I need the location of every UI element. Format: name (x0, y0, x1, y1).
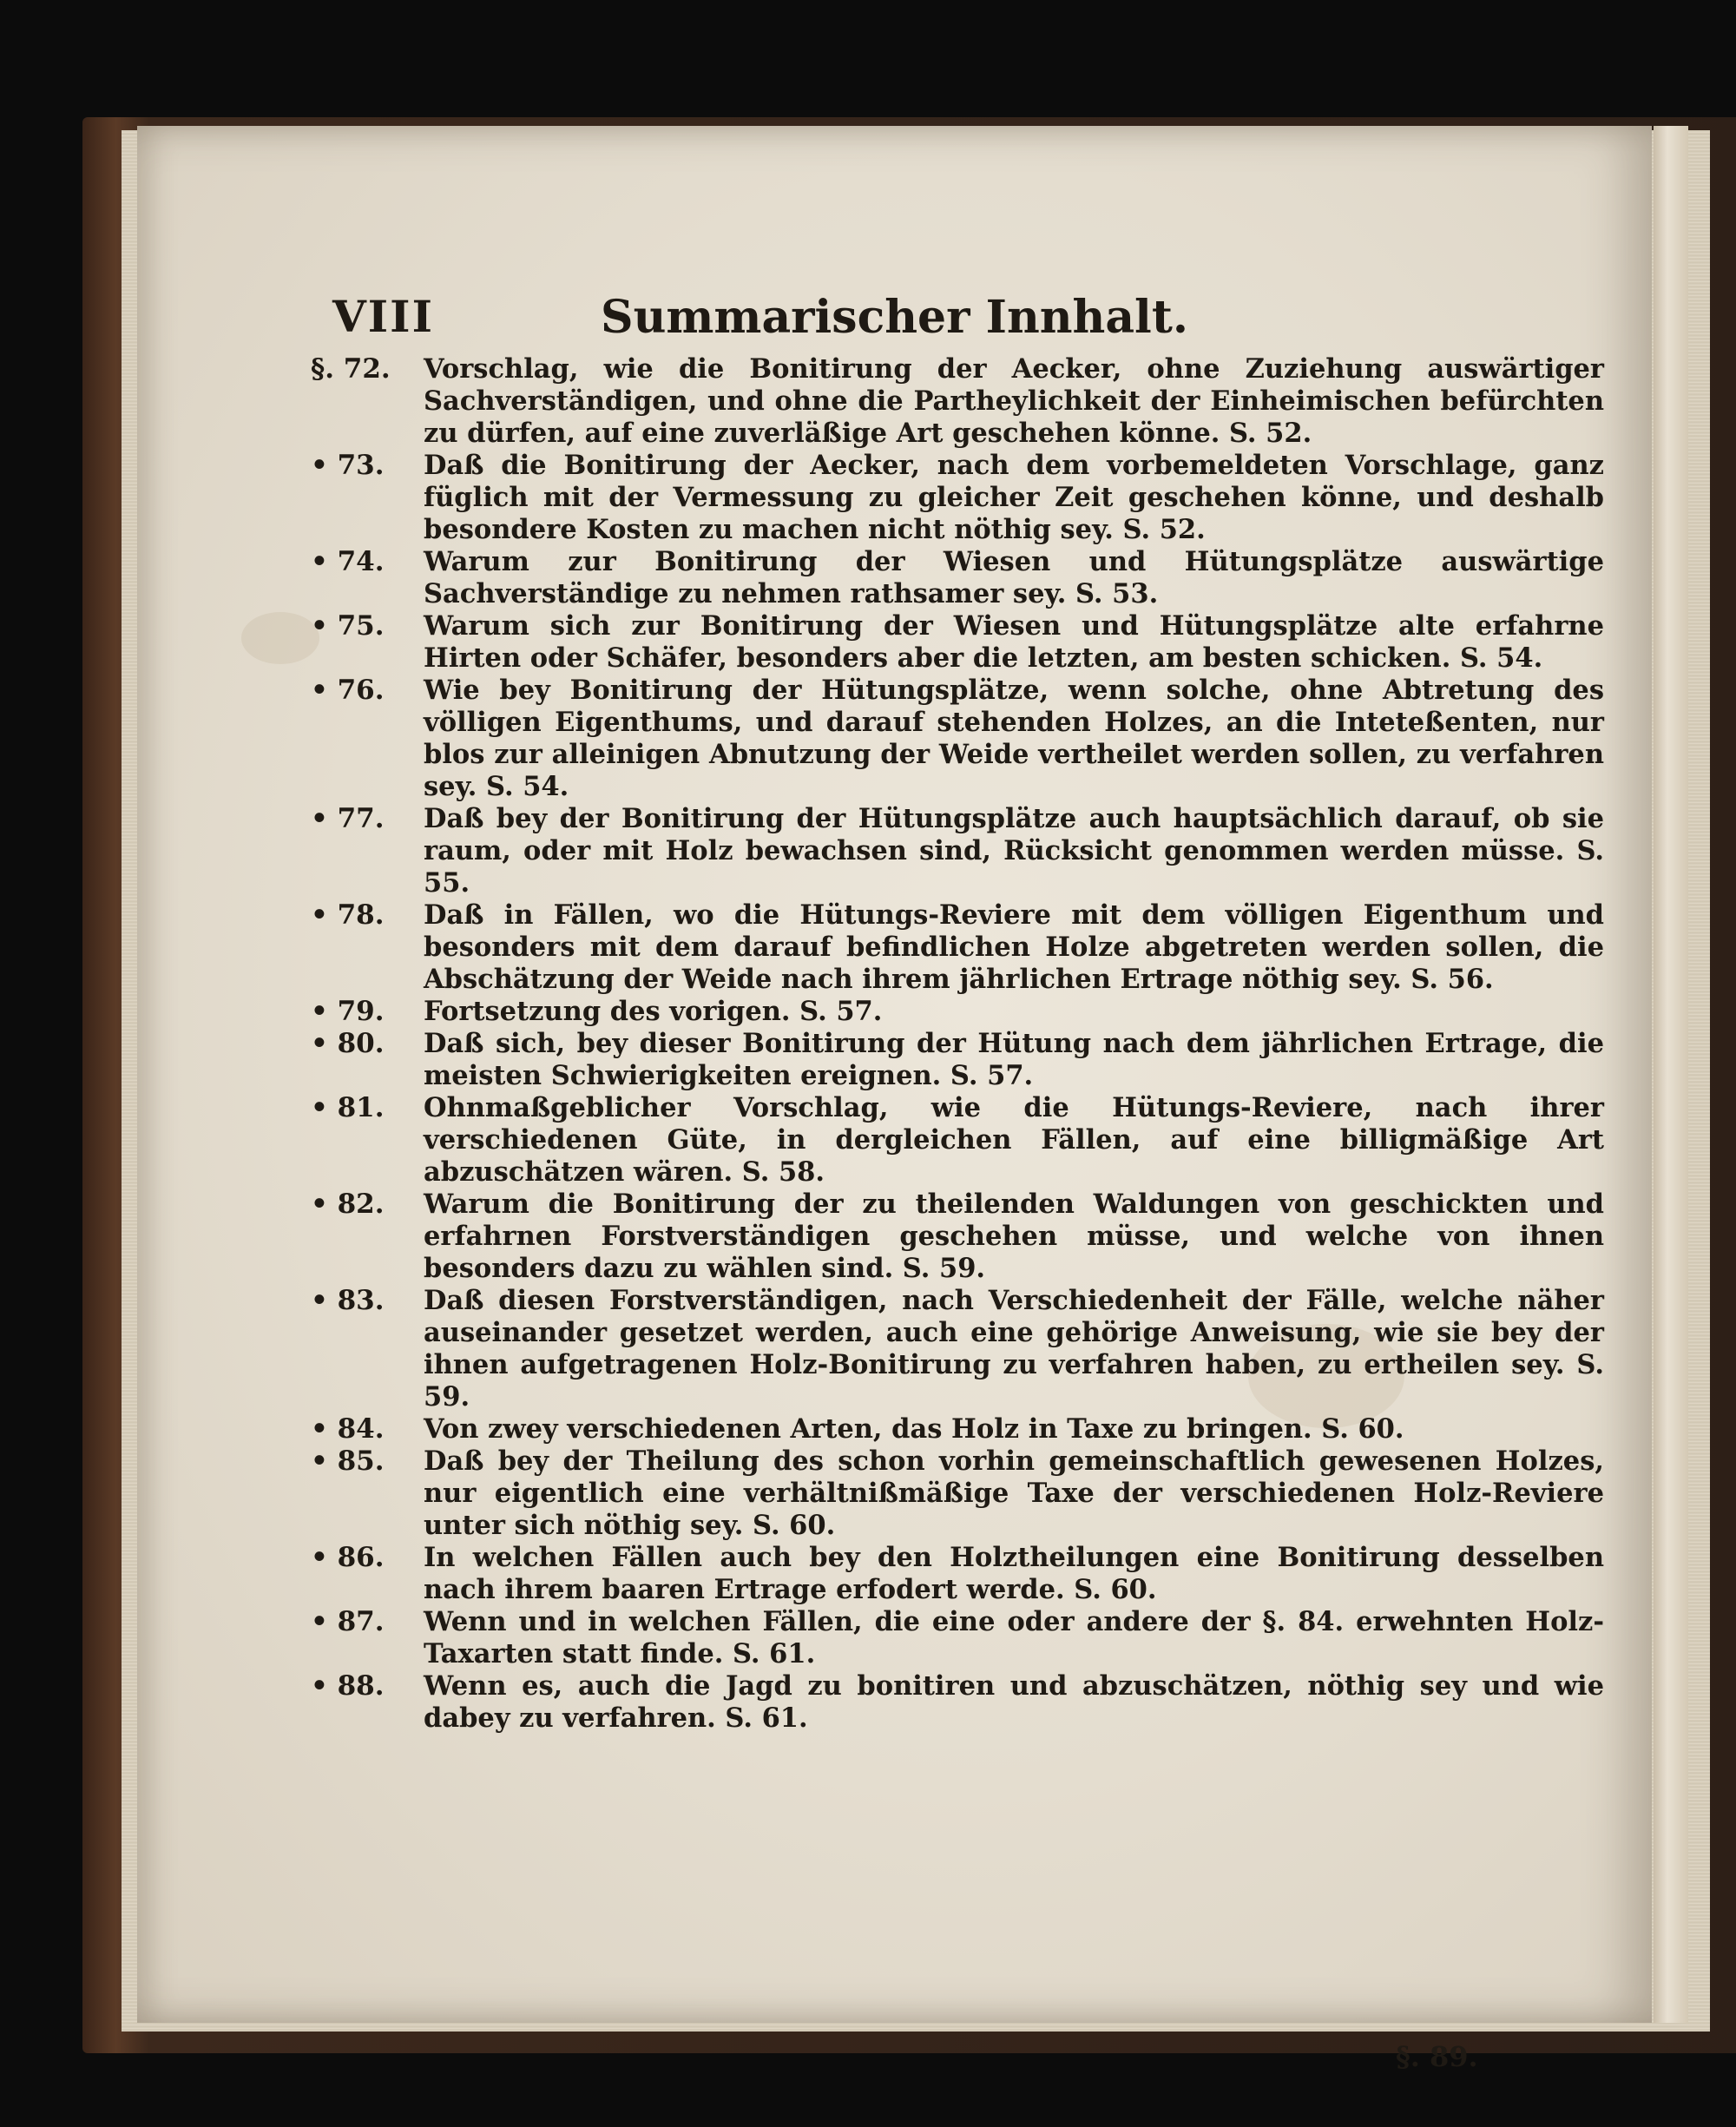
section-number: • 85. (311, 1445, 385, 1477)
contents-entry (311, 1028, 1604, 1092)
book-page (137, 126, 1652, 2073)
contents-entry (311, 1092, 1604, 1189)
entry-text: Fortsetzung des vorigen. S. 57. (424, 996, 883, 1027)
section-number: • 86. (311, 1542, 385, 1573)
contents-entry (311, 1189, 1604, 1285)
section-number: • 73. (311, 450, 385, 481)
entry-text: In welchen Fällen auch bey den Holztheilungen eine Bonitirung desselben nach ihrem baaren Ertrage erfodert werde. S. 60. (424, 1542, 1604, 1605)
section-number: • 81. (311, 1092, 385, 1123)
contents-entry (311, 803, 1604, 899)
section-number: • 88. (311, 1670, 385, 1702)
entry-text: Warum sich zur Bonitirung der Wiesen und Hütungsplätze alte erfahrne Hirten oder Schäfer, besonders aber die letzten, am besten schicken. S. 54. (424, 610, 1604, 674)
contents-entry (311, 899, 1604, 996)
section-number: • 79. (311, 996, 385, 1027)
contents-entry (311, 1413, 1604, 1445)
catchword: §. 89. (1396, 2040, 1478, 2073)
section-number: • 87. (311, 1606, 385, 1637)
section-number: • 82. (311, 1189, 385, 1220)
contents-entry (311, 675, 1604, 803)
contents-entry (311, 1670, 1604, 1735)
section-number: • 74. (311, 546, 385, 577)
entry-text: Daß die Bonitirung der Aecker, nach dem vorbemeldeten Vorschlage, ganz füglich mit der Vermessung zu gleicher Zeit geschehen könne, und deshalb besondere Kosten zu machen nicht nöthig sey. S. 52. (424, 450, 1604, 545)
contents-entry (311, 1606, 1604, 1670)
contents-entry (311, 546, 1604, 610)
contents-entry (311, 1285, 1604, 1413)
contents-entry (311, 996, 1604, 1028)
page-number: VIII (332, 291, 434, 342)
section-number: • 77. (311, 803, 385, 834)
contents-entry (311, 353, 1604, 450)
section-number: • 78. (311, 899, 385, 931)
section-number: §. 72. (311, 353, 391, 385)
next-page-edge (1654, 126, 1688, 2023)
section-number: • 84. (311, 1413, 385, 1445)
contents-entry (311, 450, 1604, 546)
entry-text: Wie bey Bonitirung der Hütungsplätze, wenn solche, ohne Abtretung des völligen Eigenthums, und darauf stehenden Holzes, an die Inteteßenten, nur blos zur alleinigen Abnutzung der Weide vertheilet werden sollen, zu verfahren sey. S. 54. (424, 675, 1604, 802)
page-title: Summarischer Innhalt. (601, 291, 1188, 344)
entry-text: Warum die Bonitirung der zu theilenden Waldungen von geschickten und erfahrnen Forstverständigen geschehen müsse, und welche von ihnen besonders dazu zu wählen sind. S. 59. (424, 1189, 1604, 1284)
entry-text: Daß bey der Theilung des schon vorhin gemeinschaftlich gewesenen Holzes, nur eigentlich eine verhältnißmäßige Taxe der verschiedenen Holz-Reviere unter sich nöthig sey. S. 60. (424, 1445, 1604, 1541)
entry-text: Von zwey verschiedenen Arten, das Holz in Taxe zu bringen. S. 60. (424, 1413, 1404, 1445)
contents-entry (311, 610, 1604, 675)
entry-text: Daß bey der Bonitirung der Hütungsplätze auch hauptsächlich darauf, ob sie raum, oder mit Holz bewachsen sind, Rücksicht genommen werden müsse. S. 55. (424, 803, 1604, 899)
contents-list (311, 353, 1604, 1735)
entry-text: Warum zur Bonitirung der Wiesen und Hütungsplätze auswärtige Sachverständige zu nehmen rathsamer sey. S. 53. (424, 546, 1604, 609)
section-number: • 76. (311, 675, 385, 706)
entry-text: Wenn es, auch die Jagd zu bonitiren und abzuschätzen, nöthig sey und wie dabey zu verfahren. S. 61. (424, 1670, 1604, 1734)
paper-stain (241, 612, 319, 664)
entry-text: Ohnmaßgeblicher Vorschlag, wie die Hütungs-Reviere, nach ihrer verschiedenen Güte, in dergleichen Fällen, auf eine billigmäßige Art abzuschätzen wären. S. 58. (424, 1092, 1604, 1188)
entry-text: Daß sich, bey dieser Bonitirung der Hütung nach dem jährlichen Ertrage, die meisten Schwierigkeiten ereignen. S. 57. (424, 1028, 1604, 1091)
section-number: • 83. (311, 1285, 385, 1316)
section-number: • 75. (311, 610, 385, 642)
entry-text: Daß diesen Forstverständigen, nach Verschiedenheit der Fälle, welche näher auseinander gesetzet werden, auch eine gehörige Anweisung, wie sie bey der ihnen aufgetragenen Holz-Bonitirung zu verfahren haben, zu ertheilen sey. S. 59. (424, 1285, 1604, 1413)
entry-text: Vorschlag, wie die Bonitirung der Aecker, ohne Zuziehung auswärtiger Sachverständigen, und ohne die Partheylichkeit der Einheimischen befürchten zu dürfen, auf eine zuverläßige Art geschehen könne. S. 52. (424, 353, 1604, 449)
contents-entry (311, 1445, 1604, 1542)
contents-entry (311, 1542, 1604, 1606)
entry-text: Daß in Fällen, wo die Hütungs-Reviere mit dem völligen Eigenthum und besonders mit dem darauf befindlichen Holze abgetreten werden sollen, die Abschätzung der Weide nach ihrem jährlichen Ertrage nöthig sey. S. 56. (424, 899, 1604, 995)
entry-text: Wenn und in welchen Fällen, die eine oder andere der §. 84. erwehnten Holz-Taxarten statt finde. S. 61. (424, 1606, 1604, 1669)
page-header (137, 291, 1652, 352)
section-number: • 80. (311, 1028, 385, 1059)
